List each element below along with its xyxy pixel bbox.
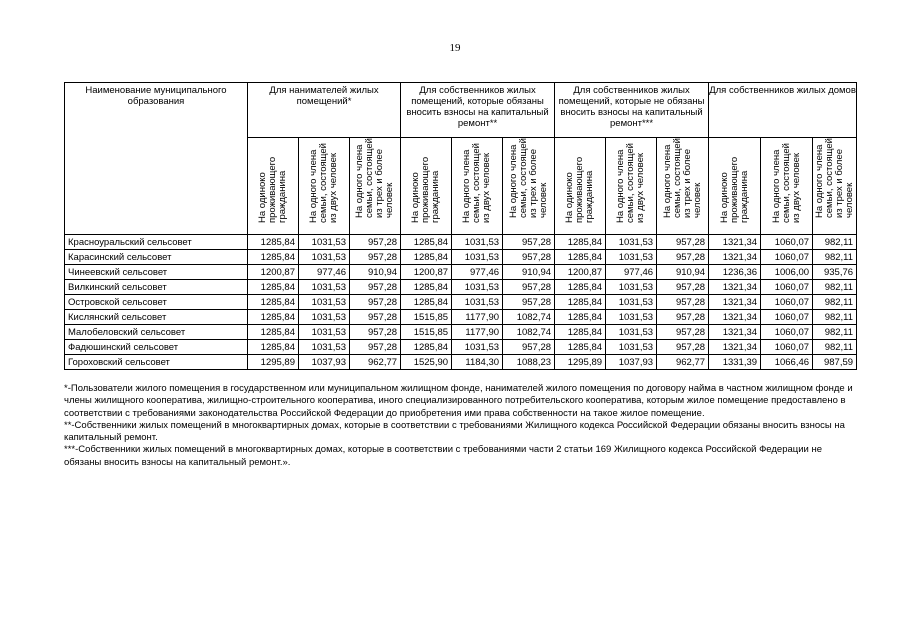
rate-cell: 1031,53 <box>452 280 503 295</box>
rate-cell: 957,28 <box>503 250 555 265</box>
rate-cell: 1200,87 <box>248 265 299 280</box>
table-row <box>65 355 857 370</box>
rate-cell: 1031,53 <box>606 235 657 250</box>
rate-cell: 957,28 <box>657 325 709 340</box>
rate-cell: 1031,53 <box>452 340 503 355</box>
rate-cell: 1060,07 <box>761 310 813 325</box>
rate-cell: 1285,84 <box>401 340 452 355</box>
sub-header-cell <box>452 138 503 235</box>
rate-cell: 982,11 <box>813 235 857 250</box>
rate-cell: 957,28 <box>350 235 401 250</box>
rate-cell: 1515,85 <box>401 310 452 325</box>
rate-cell: 1031,53 <box>299 310 350 325</box>
rate-cell: 1285,84 <box>555 235 606 250</box>
rate-cell: 1031,53 <box>299 250 350 265</box>
rate-cell: 1321,34 <box>709 340 761 355</box>
rate-cell: 1295,89 <box>248 355 299 370</box>
rate-cell: 1285,84 <box>401 250 452 265</box>
table-row <box>65 250 857 265</box>
rate-cell: 982,11 <box>813 310 857 325</box>
rate-cell: 957,28 <box>350 250 401 265</box>
table-row <box>65 325 857 340</box>
rate-cell: 957,28 <box>350 325 401 340</box>
rate-cell: 1515,85 <box>401 325 452 340</box>
rate-cell: 1321,34 <box>709 310 761 325</box>
rate-cell: 1066,46 <box>761 355 813 370</box>
group-header-tenants: Для нанимателей жилых помещений* <box>248 83 401 138</box>
rate-cell: 1184,30 <box>452 355 503 370</box>
sub-header-label: На одного члена семьи, состоящей из двух человек <box>461 143 493 223</box>
rate-cell: 1285,84 <box>401 235 452 250</box>
sub-header-label: На одного члена семьи, состоящей из двух человек <box>308 143 339 223</box>
rate-cell: 1031,53 <box>606 310 657 325</box>
sub-header-cell <box>709 138 761 235</box>
rate-cell: 1031,53 <box>606 340 657 355</box>
table-row <box>65 280 857 295</box>
rate-cell: 1285,84 <box>555 325 606 340</box>
rate-cell: 1082,74 <box>503 325 555 340</box>
footnotes <box>64 383 854 469</box>
rate-cell: 957,28 <box>350 280 401 295</box>
sub-header-cell <box>761 138 813 235</box>
sub-header-cell <box>555 138 606 235</box>
sub-header-label: На одного члена семьи, состоящей из трех и более человек <box>661 138 703 218</box>
footnote-owners-obliged: **-Собственники жилых помещений в многоквартирных домах, которые в соответствии с требованиями Жилищного кодекса Российской Федерации обязаны вносить взносы на капитальный ремонт. <box>64 419 845 444</box>
footnote-owners-not-obliged: ***-Собственники жилых помещений в многоквартирных домах, которые в соответствии с требованиями части 2 статьи 169 Жилищного кодекса Российской Федерации не обязаны вносить взносы на капитальный ремонт.». <box>64 444 822 468</box>
rate-cell: 957,28 <box>503 340 555 355</box>
municipality-name: Кислянский сельсовет <box>65 310 248 325</box>
rate-cell: 957,28 <box>657 280 709 295</box>
rate-cell: 1031,53 <box>299 295 350 310</box>
rate-cell: 1031,53 <box>299 235 350 250</box>
rate-cell: 957,28 <box>657 340 709 355</box>
rate-cell: 1321,34 <box>709 280 761 295</box>
rate-cell: 1285,84 <box>401 295 452 310</box>
rate-cell: 957,28 <box>503 295 555 310</box>
rate-cell: 1285,84 <box>555 280 606 295</box>
sub-header-label: На одиноко проживающего гражданина <box>257 156 288 223</box>
rate-cell: 1060,07 <box>761 340 813 355</box>
municipality-name: Чинеевский сельсовет <box>65 265 248 280</box>
rate-cell: 1088,23 <box>503 355 555 370</box>
sub-header-cell <box>248 138 299 235</box>
municipality-name: Вилкинский сельсовет <box>65 280 248 295</box>
rate-cell: 957,28 <box>503 235 555 250</box>
sub-header-cell <box>350 138 401 235</box>
page-number: 19 <box>449 42 461 54</box>
table-row <box>65 340 857 355</box>
sub-header-label: На одного члена семьи, состоящей из двух человек <box>615 143 647 223</box>
rate-cell: 1060,07 <box>761 280 813 295</box>
sub-header-cell <box>606 138 657 235</box>
rate-cell: 957,28 <box>657 250 709 265</box>
rate-cell: 1031,53 <box>606 280 657 295</box>
rate-cell: 957,28 <box>657 235 709 250</box>
rate-cell: 1037,93 <box>299 355 350 370</box>
rate-cell: 1236,36 <box>709 265 761 280</box>
group-header-owners-obliged: Для собственников жилых помещений, которые обязаны вносить взносы на капитальный ремонт** <box>401 83 555 138</box>
municipality-name: Карасинский сельсовет <box>65 250 248 265</box>
rate-cell: 1031,53 <box>299 340 350 355</box>
rate-cell: 982,11 <box>813 250 857 265</box>
rate-cell: 1285,84 <box>555 295 606 310</box>
sub-header-label: На одиноко проживающего гражданина <box>564 156 596 223</box>
rate-cell: 1285,84 <box>248 340 299 355</box>
rate-cell: 1295,89 <box>555 355 606 370</box>
rate-cell: 1031,53 <box>606 325 657 340</box>
rate-cell: 957,28 <box>503 280 555 295</box>
table-body <box>65 235 857 370</box>
rate-cell: 1321,34 <box>709 250 761 265</box>
sub-header-label: На одного члена семьи, состоящей из трех и более человек <box>813 138 855 218</box>
name-column-header: Наименование муниципального образования <box>65 83 248 235</box>
rate-cell: 1321,34 <box>709 235 761 250</box>
rate-cell: 910,94 <box>350 265 401 280</box>
rate-cell: 957,28 <box>350 340 401 355</box>
rate-cell: 1285,84 <box>248 310 299 325</box>
rate-cell: 1177,90 <box>452 325 503 340</box>
rate-cell: 982,11 <box>813 325 857 340</box>
sub-header-label: На одного члена семьи, состоящей из двух человек <box>770 143 802 223</box>
rate-cell: 1177,90 <box>452 310 503 325</box>
rate-cell: 1321,34 <box>709 295 761 310</box>
municipality-name: Красноуральский сельсовет <box>65 235 248 250</box>
rate-cell: 977,46 <box>299 265 350 280</box>
rate-cell: 982,11 <box>813 340 857 355</box>
rates-table <box>64 82 857 370</box>
rate-cell: 957,28 <box>350 310 401 325</box>
rate-cell: 1031,53 <box>606 295 657 310</box>
rate-cell: 935,76 <box>813 265 857 280</box>
rate-cell: 1031,53 <box>299 325 350 340</box>
sub-header-label: На одного члена семьи, состоящей из трех и более человек <box>507 138 549 218</box>
sub-header-cell <box>401 138 452 235</box>
rate-cell: 1285,84 <box>555 310 606 325</box>
rate-cell: 957,28 <box>657 295 709 310</box>
sub-header-cell <box>503 138 555 235</box>
rate-cell: 1285,84 <box>555 340 606 355</box>
rate-cell: 1060,07 <box>761 295 813 310</box>
group-header-owners-not-obliged: Для собственников жилых помещений, которые не обязаны вносить взносы на капитальный ремонт*** <box>555 83 709 138</box>
rate-cell: 1060,07 <box>761 250 813 265</box>
rate-cell: 1037,93 <box>606 355 657 370</box>
rate-cell: 1321,34 <box>709 325 761 340</box>
rate-cell: 957,28 <box>350 295 401 310</box>
municipality-name: Островской сельсовет <box>65 295 248 310</box>
rate-cell: 1031,53 <box>452 295 503 310</box>
rate-cell: 1525,90 <box>401 355 452 370</box>
rate-cell: 1031,53 <box>452 235 503 250</box>
rate-cell: 910,94 <box>503 265 555 280</box>
sub-header-label: На одного члена семьи, состоящей из трех и более человек <box>354 138 396 218</box>
group-header-house-owners: Для собственников жилых домов <box>709 83 857 138</box>
rate-cell: 1200,87 <box>401 265 452 280</box>
table-row <box>65 235 857 250</box>
rate-cell: 910,94 <box>657 265 709 280</box>
rate-cell: 977,46 <box>452 265 503 280</box>
rate-cell: 1031,53 <box>606 250 657 265</box>
rate-cell: 1031,53 <box>452 250 503 265</box>
table-row <box>65 310 857 325</box>
rate-cell: 977,46 <box>606 265 657 280</box>
rate-cell: 1285,84 <box>248 325 299 340</box>
footnote-tenants: *-Пользователи жилого помещения в государственном или муниципальном жилищном фонде, нанимателей жилого помещения по договору найма в частном жилищном фонде и члены жилищного кооператива, жилищно-строительного кооператива, иного специализированного потребительского кооператива, которым жилое помещение предоставлено в соответствии с требованиями законодательства Российской Федерации до приобретения ими права собственности на такое жилое помещение. <box>64 383 853 419</box>
rate-cell: 1285,84 <box>248 235 299 250</box>
rate-cell: 1006,00 <box>761 265 813 280</box>
rate-cell: 982,11 <box>813 280 857 295</box>
municipality-name: Фадюшинский сельсовет <box>65 340 248 355</box>
table-row <box>65 295 857 310</box>
sub-header-label: На одиноко проживающего гражданина <box>410 156 442 223</box>
table-row <box>65 265 857 280</box>
rate-cell: 982,11 <box>813 295 857 310</box>
rate-cell: 1285,84 <box>248 250 299 265</box>
rate-cell: 1285,84 <box>555 250 606 265</box>
sub-header-label: На одиноко проживающего гражданина <box>718 156 750 223</box>
sub-header-cell <box>657 138 709 235</box>
rate-cell: 987,59 <box>813 355 857 370</box>
rate-cell: 1331,39 <box>709 355 761 370</box>
rate-cell: 1285,84 <box>401 280 452 295</box>
municipality-name: Малобеловский сельсовет <box>65 325 248 340</box>
rate-cell: 957,28 <box>657 310 709 325</box>
rate-cell: 962,77 <box>350 355 401 370</box>
rate-cell: 1060,07 <box>761 325 813 340</box>
rate-cell: 1285,84 <box>248 295 299 310</box>
rate-cell: 1060,07 <box>761 235 813 250</box>
sub-header-cell <box>299 138 350 235</box>
rate-cell: 962,77 <box>657 355 709 370</box>
sub-header-cell <box>813 138 857 235</box>
rate-cell: 1082,74 <box>503 310 555 325</box>
rate-cell: 1285,84 <box>248 280 299 295</box>
rate-cell: 1200,87 <box>555 265 606 280</box>
rate-cell: 1031,53 <box>299 280 350 295</box>
municipality-name: Гороховский сельсовет <box>65 355 248 370</box>
